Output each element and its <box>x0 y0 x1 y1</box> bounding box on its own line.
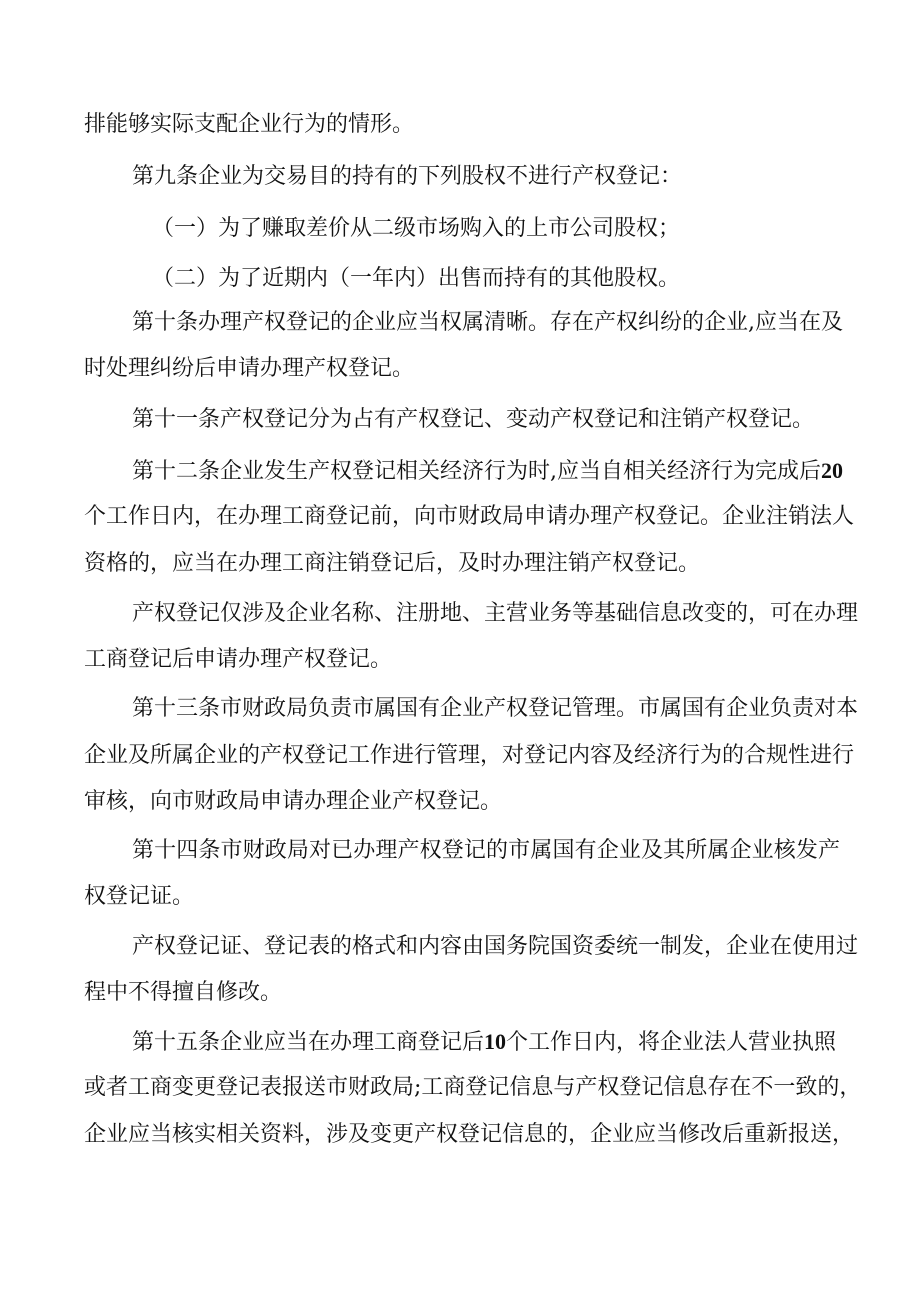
article-15-number-10: 10 <box>484 1029 507 1054</box>
article-9-heading: 第九条企业为交易目的持有的下列股权不进行产权登记： <box>132 164 683 189</box>
article-9-item-2: （二）为了近期内（一年内）出售而持有的其他股权。 <box>152 266 681 291</box>
article-12-line-3: 资格的，应当在办理工商注销登记后，及时办理注销产权登记。 <box>84 551 701 576</box>
paragraph-line-2: 工商登记后申请办理产权登记。 <box>84 647 393 672</box>
article-12-text-1: 第十二条企业发生产权登记相关经济行为时,应当自相关经济行为完成后 <box>132 459 821 484</box>
article-13-line-3: 审核，向市财政局申请办理企业产权登记。 <box>84 789 503 814</box>
paragraph-line-1: 产权登记仅涉及企业名称、注册地、主营业务等基础信息改变的，可在办理 <box>132 601 859 626</box>
article-12-number-20: 20 <box>821 458 843 483</box>
article-15-line-2: 或者工商变更登记表报送市财政局;工商登记信息与产权登记信息存在不一致的， <box>84 1075 862 1100</box>
article-13-line-1: 第十三条市财政局负责市属国有企业产权登记管理。市属国有企业负责对本 <box>132 696 859 721</box>
article-10-line-1: 第十条办理产权登记的企业应当权属清晰。存在产权纠纷的企业,应当在及 <box>132 310 843 335</box>
article-10-line-2: 时处理纠纷后申请办理产权登记。 <box>84 356 415 381</box>
article-15-text-1: 第十五条企业应当在办理工商登记后 <box>132 1030 485 1055</box>
article-12-line-1 <box>132 454 843 488</box>
article-9-item-1: （一）为了赚取差价从二级市场购入的上市公司股权； <box>152 216 681 241</box>
paragraph-format-line-1: 产权登记证、登记表的格式和内容由国务院国资委统一制发，企业在使用过 <box>132 934 859 959</box>
article-14-line-1: 第十四条市财政局对已办理产权登记的市属国有企业及其所属企业核发产 <box>132 838 840 863</box>
article-12-line-2: 个工作日内，在办理工商登记前，向市财政局申请办理产权登记。企业注销法人 <box>84 504 855 529</box>
article-14-line-2: 权登记证。 <box>84 884 195 909</box>
article-15-line-1 <box>132 1025 840 1059</box>
paragraph-format-line-2: 程中不得擅自修改。 <box>84 980 283 1005</box>
article-15-line-3: 企业应当核实相关资料，涉及变更产权登记信息的，企业应当修改后重新报送， <box>84 1122 855 1147</box>
article-15-text-2: 个工作日内，将企业法人营业执照 <box>506 1030 837 1055</box>
article-13-line-2: 企业及所属企业的产权登记工作进行管理，对登记内容及经济行为的合规性进行 <box>84 743 855 768</box>
article-11-line: 第十一条产权登记分为占有产权登记、变动产权登记和注销产权登记。 <box>132 407 815 432</box>
text-line: 排能够实际支配企业行为的情形。 <box>84 112 415 137</box>
